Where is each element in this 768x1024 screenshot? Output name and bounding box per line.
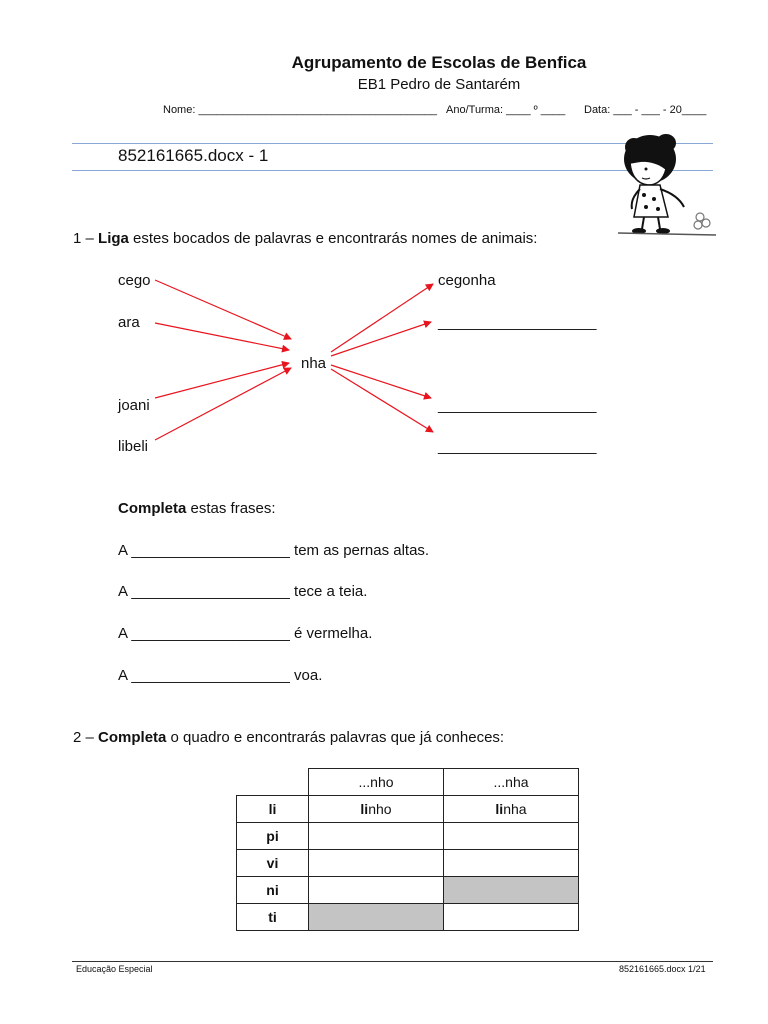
date-field: Data: ___ - ___ - 20____ — [584, 104, 707, 116]
row-head-vi: vi — [237, 850, 309, 877]
class-field: Ano/Turma: ____ º ____ — [446, 104, 566, 116]
complete-verb: Completa — [118, 500, 187, 517]
left-word-2: ara — [118, 314, 140, 331]
sentence-2-end: tece a teia. — [289, 583, 368, 600]
cell-ti-nha[interactable] — [444, 904, 579, 931]
cell-linha-rest: nha — [503, 801, 527, 817]
footer-rule — [72, 961, 713, 962]
cell-ni-nho[interactable] — [309, 877, 444, 904]
column-header-nha: ...nha — [444, 769, 579, 796]
exercise-2-number: 2 – — [73, 729, 99, 746]
arrow-cego — [155, 280, 291, 339]
table-row — [237, 796, 579, 823]
sentence-4-end: voa. — [289, 667, 323, 684]
right-blank-4[interactable]: ___________________ — [438, 438, 597, 455]
cell-linho-rest: nho — [368, 801, 392, 817]
left-word-3: joani — [118, 397, 150, 414]
right-answer-1: cegonha — [438, 272, 496, 289]
arrow-to-cegonha — [331, 284, 433, 352]
left-word-1: cego — [118, 272, 151, 289]
sentence-3-blank[interactable]: A ___________________ — [118, 625, 290, 642]
table-corner — [237, 769, 309, 796]
cell-linha — [444, 796, 579, 823]
center-syllable: nha — [301, 355, 327, 372]
sentence-3-end: é vermelha. — [289, 625, 373, 642]
table-row — [237, 904, 579, 931]
exercise-1-number: 1 – — [73, 230, 99, 247]
school-unit: EB1 Pedro de Santarém — [357, 76, 521, 93]
complete-instruction — [118, 500, 276, 517]
cell-ni-nha-shaded — [444, 877, 579, 904]
right-blank-2[interactable]: ___________________ — [438, 314, 597, 331]
footer-right: 852161665.docx 1/21 — [619, 964, 706, 974]
table-row — [237, 850, 579, 877]
sentence-1-end: tem as pernas altas. — [289, 542, 430, 559]
arrow-to-blank-3 — [331, 365, 431, 398]
arrow-to-blank-4 — [331, 369, 433, 432]
arrow-ara — [155, 323, 289, 350]
sentence-2 — [118, 583, 367, 600]
exercise-2-verb: Completa — [98, 729, 167, 746]
column-header-nho: ...nho — [309, 769, 444, 796]
cell-vi-nho[interactable] — [309, 850, 444, 877]
cell-ti-nho-shaded — [309, 904, 444, 931]
row-head-ti: ti — [237, 904, 309, 931]
sentence-1 — [118, 542, 429, 559]
sentence-3 — [118, 625, 372, 642]
table-header-row — [237, 769, 579, 796]
sentence-4-blank[interactable]: A ___________________ — [118, 667, 290, 684]
row-head-ni: ni — [237, 877, 309, 904]
sentence-1-blank[interactable]: A ___________________ — [118, 542, 290, 559]
complete-text: estas frases: — [186, 500, 276, 517]
cell-linha-bold: li — [495, 801, 504, 817]
table-row — [237, 823, 579, 850]
arrow-to-blank-2 — [331, 322, 431, 356]
right-blank-3[interactable]: ___________________ — [438, 397, 597, 414]
name-field: Nome: _______________________________________ — [163, 104, 438, 116]
cell-linho — [309, 796, 444, 823]
row-head-li: li — [237, 796, 309, 823]
exercise-1-verb: Liga — [98, 230, 129, 247]
exercise-2-instruction — [73, 729, 504, 746]
cell-pi-nha[interactable] — [444, 823, 579, 850]
cell-vi-nha[interactable] — [444, 850, 579, 877]
footer-left: Educação Especial — [76, 964, 153, 974]
sentence-4 — [118, 667, 322, 684]
arrow-joani — [155, 363, 289, 398]
school-name: Agrupamento de Escolas de Benfica — [291, 53, 587, 72]
row-head-pi: pi — [237, 823, 309, 850]
cell-linho-bold: li — [360, 801, 369, 817]
exercise-2-text: o quadro e encontrarás palavras que já conheces: — [166, 729, 505, 746]
document-title: 852161665.docx - 1 — [118, 146, 269, 165]
table-row — [237, 877, 579, 904]
sentence-2-blank[interactable]: A ___________________ — [118, 583, 290, 600]
syllable-table — [236, 768, 579, 931]
cell-pi-nho[interactable] — [309, 823, 444, 850]
exercise-1-text: estes bocados de palavras e encontrarás nomes de animais: — [128, 230, 538, 247]
arrow-libeli — [155, 368, 291, 440]
left-word-4: libeli — [118, 438, 149, 455]
